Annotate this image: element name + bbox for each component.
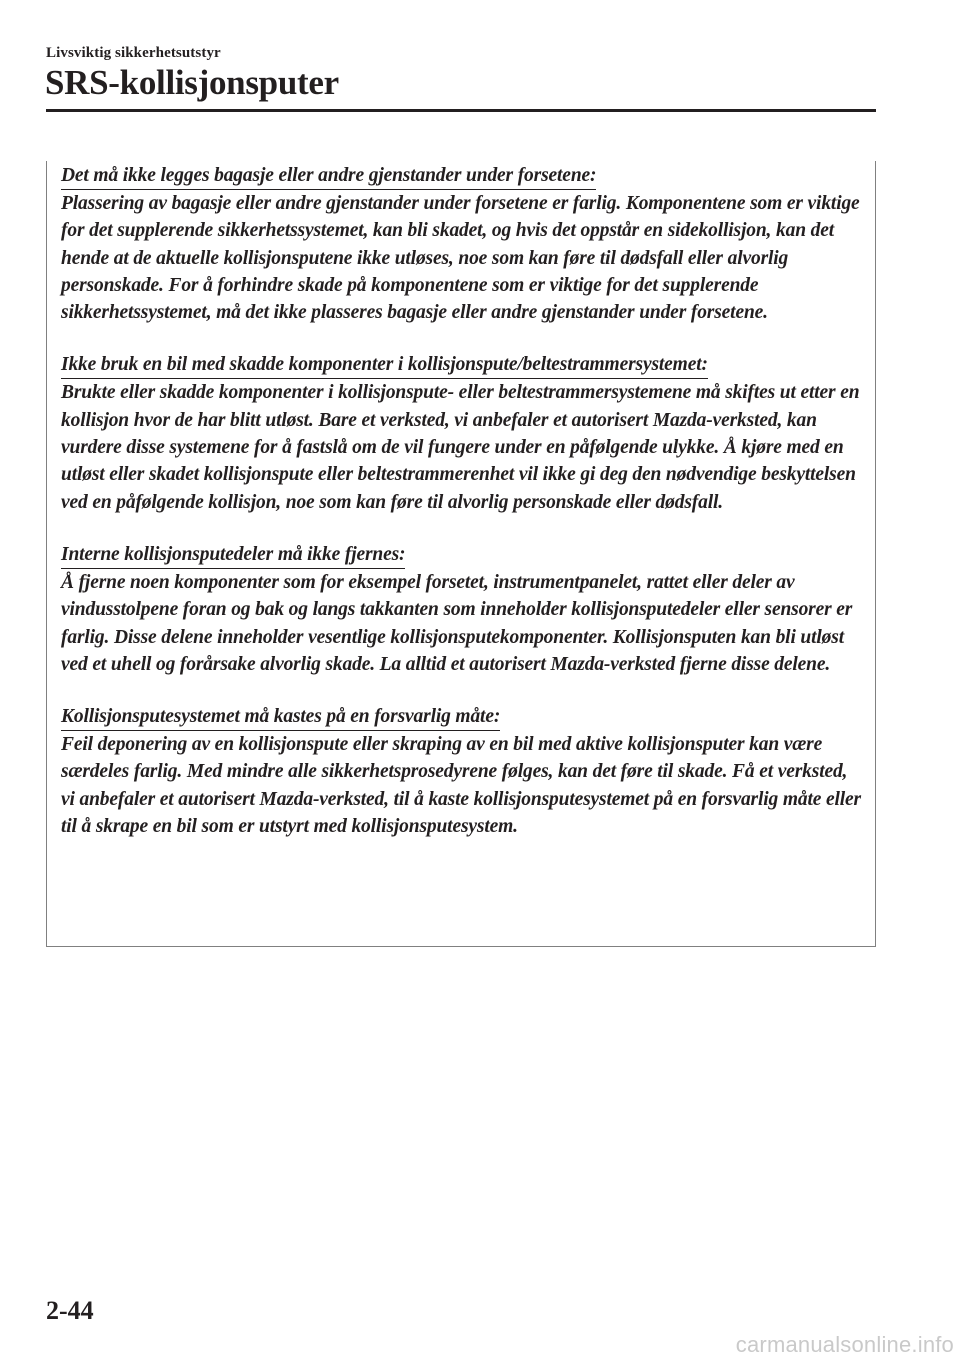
page-number: 2-44 xyxy=(46,1296,94,1325)
warning-body: Feil deponering av en kollisjonspute eller skraping av en bil med aktive kollisjonsputer kan være særdeles farlig. Med mindre alle sikkerhetsprosedyrene følges, kan det føre til skade. Få et verksted, vi anbefaler et autorisert Mazda-verksted, til å kaste kollisjonsputesystemet på en forsvarlig måte eller til å skrape en bil som er utstyrt med kollisjonsputesystem. xyxy=(61,734,861,838)
warning-heading: Det må ikke legges bagasje eller andre gjenstander under forsetene: xyxy=(61,163,596,190)
warning-item xyxy=(61,163,861,326)
warning-heading: Ikke bruk en bil med skadde komponenter i kollisjonspute/beltestrammersystemet: xyxy=(61,352,708,379)
warning-heading: Interne kollisjonsputedeler må ikke fjernes: xyxy=(61,542,405,569)
watermark: carmanualsonline.info xyxy=(735,1332,954,1357)
warning-item xyxy=(61,352,861,515)
warning-item xyxy=(61,704,861,840)
warning-body: Brukte eller skadde komponenter i kollisjonspute- eller beltestrammersystemene må skiftes ut etter en kollisjon hvor de har blitt utløst. Bare et verksted, vi anbefaler et autorisert Mazda-verksted, kan vurdere disse systemene for å fastslå om de vil fungere under en påfølgende ulykke. Å kjøre med en utløst eller skadet kollisjonspute eller beltestrammerenhet vil ikke gi deg den nødvendige beskyttelsen ved en påfølgende kollisjon, noe som kan føre til alvorlig personskade eller dødsfall. xyxy=(61,382,860,513)
section-label: Livsviktig sikkerhetsutstyr xyxy=(46,45,221,61)
title-rule xyxy=(46,109,876,112)
warning-body: Plassering av bagasje eller andre gjenstander under forsetene er farlig. Komponentene som er viktige for det supplerende sikkerhetssystemet, kan bli skadet, og hvis det oppstår en sidekollisjon, kan det hende at de aktuelle kollisjonsputene ikke utløses, noe som kan føre til dødsfall eller alvorlig personskade. For å forhindre skade på komponentene som er viktige for det supplerende sikkerhetssystemet, må det ikke plasseres bagasje eller andre gjenstander under forsetene. xyxy=(61,193,860,324)
warning-body: Å fjerne noen komponenter som for eksempel forsetet, instrumentpanelet, rattet eller deler av vindusstolpene foran og bak og langs takkanten som inneholder kollisjonsputedeler eller sensorer er farlig. Disse delene inneholder vesentlige kollisjonsputekomponenter. Kollisjonsputen kan bli utløst ved et uhell og forårsake alvorlig skade. La alltid et autorisert Mazda-verksted fjerne disse delene. xyxy=(61,571,853,675)
warning-list xyxy=(61,163,861,866)
warning-item xyxy=(61,542,861,678)
page-title: SRS-kollisjonsputer xyxy=(45,63,339,102)
warning-heading: Kollisjonsputesystemet må kastes på en forsvarlig måte: xyxy=(61,704,500,731)
